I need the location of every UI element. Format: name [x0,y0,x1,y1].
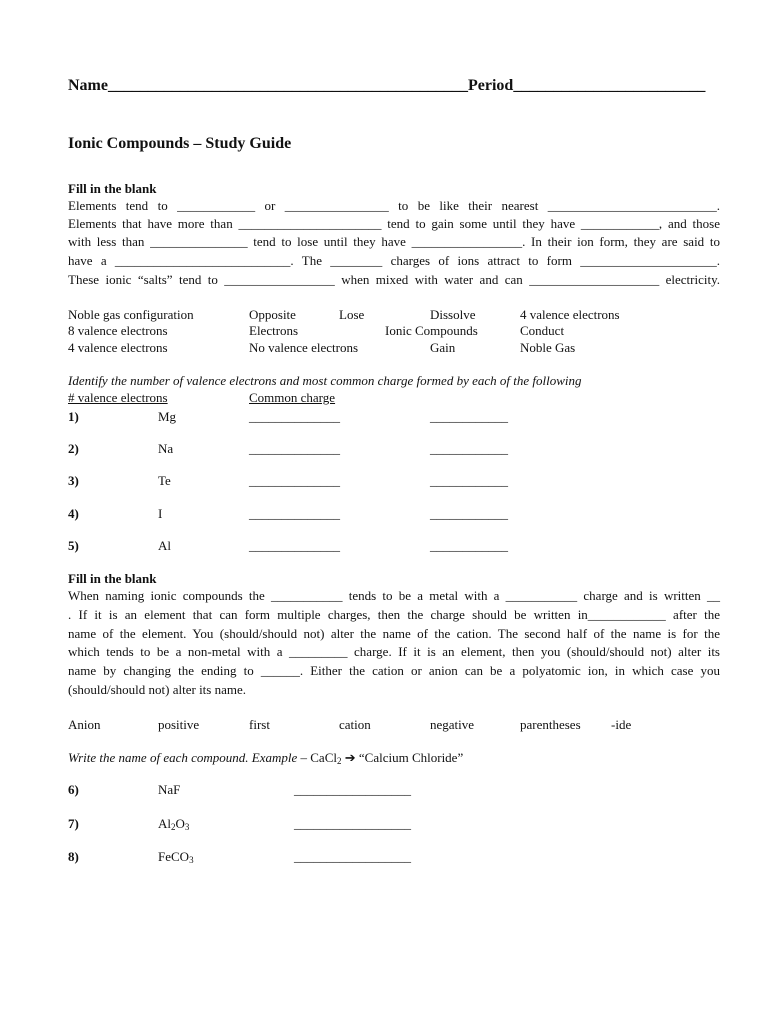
charge-blank[interactable]: ____________ [430,409,508,424]
wordbank1-col4-item: Noble Gas [520,340,576,355]
wordbank1-col2-item: No valence electrons [249,340,359,355]
section3-line-2: . If it is an element that can form multiple charges, then the charge should be written in____________ after the [68,607,720,622]
element-symbol: I [158,506,163,521]
wordbank1-col3-item: Gain [430,340,456,355]
example-formula: CaCl$_2$ [310,750,342,766]
section1-heading: Fill in the blank [68,181,157,196]
section3-line-6: (should/should not) alter its name. [68,682,247,697]
section2-instruction: Identify the number of valence electrons and most common charge formed by each of the following [68,373,582,388]
section3-line-5: name by changing the ending to ______. Either the cation or anion can be a polyatomic ion, in which case you [68,663,720,678]
charge-blank[interactable]: ____________ [430,538,508,553]
section3-line-3: name of the element. You (should/should not) alter the name of the cation. The second half of the name is for the [68,626,720,641]
valence-blank[interactable]: ______________ [249,441,340,456]
row-number: 8) [68,849,79,864]
wordbank1-col1-item: 4 valence electrons [68,340,168,355]
wordbank2-item: parentheses [520,717,581,732]
row-number: 4) [68,506,79,521]
wordbank2-item: first [249,717,270,732]
element-symbol: Te [158,473,171,488]
row-number: 5) [68,538,79,553]
wordbank2-item: cation [339,717,371,732]
row-number: 2) [68,441,79,456]
wordbank1-col4-item: 4 valence electrons [520,307,620,322]
compound-name-blank[interactable]: __________________ [294,816,411,831]
wordbank1-col3-item: Ionic Compounds [385,323,478,338]
name-label: Name [68,77,108,94]
element-symbol: Na [158,441,174,456]
section3-line-1: When naming ionic compounds the ___________ tends to be a metal with a ___________ charge and is written __ [68,588,720,603]
wordbank2-item: -ide [611,717,632,732]
row-number: 7) [68,816,79,831]
page-title: Ionic Compounds – Study Guide [68,135,292,152]
period-blank[interactable]: ________________________ [513,77,706,94]
section1-line-2: Elements that have more than ______________________ tend to gain some until they have ____________, and those [68,216,720,231]
valence-blank[interactable]: ______________ [249,506,340,521]
compound-name-blank[interactable]: __________________ [294,782,411,797]
valence-blank[interactable]: ______________ [249,538,340,553]
example-name: “Calcium Chloride” [358,750,464,765]
section1-line-5: These ionic “salts” tend to _________________ when mixed with water and can ____________________ electricity. [68,272,720,287]
row-number: 1) [68,409,79,424]
col-header-valence: # valence electrons [68,390,168,405]
compound-name-blank[interactable]: __________________ [294,849,411,864]
wordbank2-item: Anion [68,717,101,732]
wordbank1-col2-item: Opposite [249,307,296,322]
section4-instruction [68,750,463,766]
col-header-charge: Common charge [249,390,336,405]
charge-blank[interactable]: ____________ [430,506,508,521]
wordbank1-col2-item: Electrons [249,323,299,338]
section1-line-1: Elements tend to ____________ or ________________ to be like their nearest __________________________. [68,198,720,213]
wordbank1-col4-item: Conduct [520,323,565,338]
wordbank1-col2b-item: Lose [339,307,365,322]
section1-line-3: with less than _______________ tend to lose until they have _________________. In their ion form, they are said to [68,234,720,249]
valence-blank[interactable]: ______________ [249,409,340,424]
section1-line-4: have a ___________________________. The ________ charges of ions attract to form _____________________. [68,253,720,268]
wordbank1-col1-item: Noble gas configuration [68,307,194,322]
wordbank2-item: positive [158,717,200,732]
row-number: 3) [68,473,79,488]
element-symbol: Al [158,538,171,553]
compound-formula: NaF [158,782,181,797]
row-number: 6) [68,782,79,797]
charge-blank[interactable]: ____________ [430,473,508,488]
period-label: Period [467,77,514,94]
charge-blank[interactable]: ____________ [430,441,508,456]
compound-formula: $Al_2O_3$ [158,816,190,832]
name-blank[interactable]: _____________________________________________ [107,77,468,94]
element-symbol: Mg [158,409,177,424]
dash: – [297,750,311,765]
instruction-text: Write the name of each compound. Example [68,750,298,765]
wordbank1-col3-item: Dissolve [430,307,476,322]
section3-heading: Fill in the blank [68,571,157,586]
valence-blank[interactable]: ______________ [249,473,340,488]
arrow-icon: ➔ [344,750,356,765]
section3-line-4: which tends to be a non-metal with a _________ charge. If it is an element, then you (should/should not) alter its [68,644,720,659]
compound-formula: FeCO$_3$ [158,849,194,865]
wordbank2-item: negative [430,717,475,732]
name-field-row [68,77,705,95]
wordbank1-col1-item: 8 valence electrons [68,323,168,338]
